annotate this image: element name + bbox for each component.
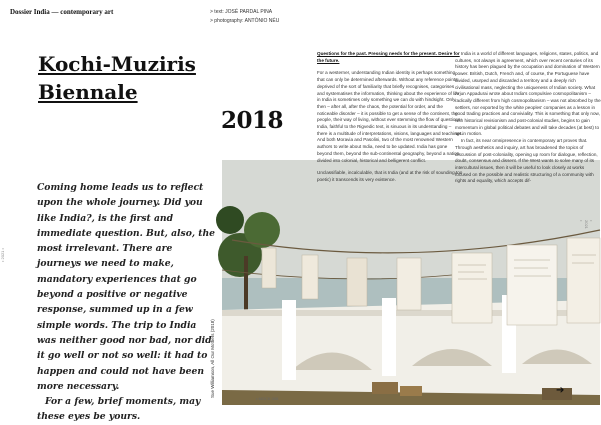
body-paragraph: India is a world of different languages, religions, states, politics, and cultures, not always in agreement, which over recent centuries of its history has been plagued by the occupation and domination of Western power. British, Dutch, French and, of course, the Portuguese have divided, usurped and discarded a territory and a deeply rich civilisational mass, neglecting the uniqueness of Indian society. What Arjun Appadurai wrote about India's compulsive cosmopolitanism – radically different from high cosmopolitanism – was not absorbed by the settlers, nor exported by the white peoples' companies as a lesson in good trading practices and conviviality. This is something that only now, with historical revisionism and post-colonial studies, begins to gain momentum in global political debates and will take decades (at best) to set in motion.: [455, 51, 601, 137]
column-heading: Questions for the past. Pressing needs for the present. Desire for the future.: [317, 51, 460, 63]
body-column-2: [455, 51, 601, 185]
photo-credit-line: > photography: ANTÓNIO NÉU: [210, 18, 280, 24]
body-paragraph: Unclassifiable, incalculable, that is India (and at the risk of sounding too poetic) it transcends its very existence.: [317, 170, 463, 182]
title-line-1: Kochi-Muziris: [38, 52, 196, 76]
body-paragraph: In fact, its near omnipresence in contemporary art proves that. Through aesthetics and inquiry, art has broadened the topics of discussion of post-coloniality, opening up room for dialogue, reflection, doubt, consensus and dissent. If the West wants to solve many of its intercultural issues, then it will be useful to look closely at works focused on the possible and realistic structuring of a community with rights and equality, which accepts dif-: [455, 138, 598, 184]
photo-illustration: [222, 160, 600, 405]
side-folio-left: • 2021 •: [0, 248, 5, 262]
article-title: [38, 50, 196, 106]
credits: [210, 8, 279, 26]
side-folio-right: • 2021 •: [579, 220, 594, 229]
section-label: Dossier India — contemporary art: [10, 8, 114, 16]
body-column-1: [317, 51, 463, 184]
page-folio: • MOCK 008: [256, 396, 279, 401]
lead-paragraph: [37, 180, 217, 425]
lead-closing: For a few, brief moments, may these eyes be yours.: [37, 396, 201, 423]
biennale-photo: [222, 160, 600, 405]
next-page-arrow-icon: ➔: [556, 385, 565, 396]
body-paragraph: For a westerner, understanding Indian identity is perhaps something that can only be determined afterwards. Without any reference points, deprived of the sort of familiarity that briefly recognises, categorises and systematises the information, thinking about the experience of life in India is sometimes only something we can do with hindsight. Only then – after all, after the chaos, the potential for order, and the noticeable disorder – it is possible to get a sense of the continent, the people, their way of living, without ever stemming the flow of questions. India, faithful to the Rigvedic text, is sinuous in its understanding – there is a multitude of interpretations, visions, languages and teachings. And both Moravia and Pasolini, two of the most renowned Western authors to write about India, need to be updated. India has gone beyond them, beyond the sub-continental geography, beyond a nation divided into colonial, historical and belligerent conflict.: [317, 70, 463, 163]
title-line-2: Biennale: [38, 80, 138, 104]
photo-caption: Sue Williamson, All Our Mothers (2018): [210, 319, 215, 398]
lead-text: Coming home leads us to reflect upon the whole journey. Did you like India?, is the first and immediate question. But, also, the most irrelevant. There are journeys we need to make, mandatory experiences that go beyond a positive or negative response, summed up in a few simple words. The trip to India was neither good nor bad, nor did it go well or not so well: it had to happen and could not have been more necessary.: [37, 182, 215, 392]
text-credit: > text: JOSÉ PARDAL PINA: [210, 9, 273, 15]
article-year: 2018: [221, 107, 284, 134]
